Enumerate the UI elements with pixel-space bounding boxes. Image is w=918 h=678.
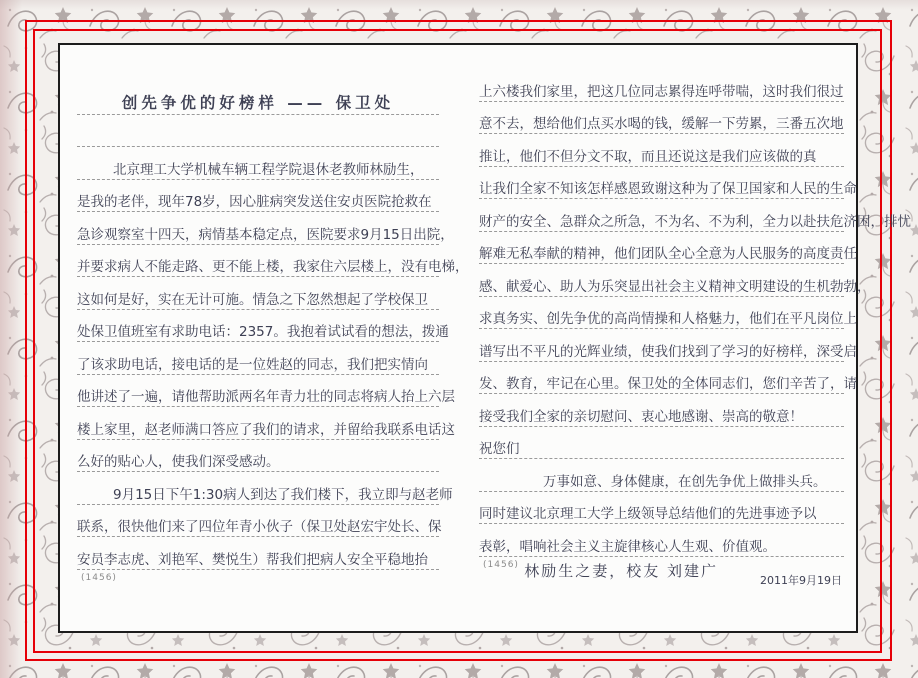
letter-line: 表彰，唱响社会主义主旋律核心人生观、价值观。 [479,524,844,557]
letter-line: 万事如意、身体健康，在创先争优上做排头兵。 [479,459,844,492]
letter-line: 北京理工大学机械车辆工程学院退休老教师林励生， [77,147,439,180]
letter-line: 了该求助电话，接电话的是一位姓赵的同志，我们把实情向 [77,342,439,375]
letter-line: 财产的安全、急群众之所急，不为名、不为利，全力以赴扶危济困，排忧 [479,199,844,232]
signature: 林励生之妻，校友 刘建广 [524,561,718,580]
letter-line: 并要求病人不能走路、更不能上楼，我家住六层楼上，没有电梯， [77,245,439,278]
letter-line: 他讲述了一遍，请他帮助派两名年青力壮的同志将病人抬上六层 [77,375,439,408]
letter-line: 么好的贴心人，使我们深受感动。 [77,440,439,473]
letter-line: 这如何是好，实在无计可施。情急之下忽然想起了学校保卫 [77,277,439,310]
letter-line: 意不去，想给他们点买水喝的钱，缓解一下劳累，三番五次地 [479,102,844,135]
letter-line: 急诊观察室十四天，病情基本稳定点，医院要求9月15日出院， [77,212,439,245]
letter-title: 创先争优的好榜样 —— 保卫处 [77,82,439,115]
letter-line: 求真务实、创先争优的高尚情操和人格魅力，他们在平凡岗位上 [479,297,844,330]
letter-line: 发、教育，牢记在心里。保卫处的全体同志们，您们辛苦了，请 [479,362,844,395]
letter-line: 同时建议北京理工大学上级领导总结他们的先进事迹予以 [479,492,844,525]
letter-line: 接受我们全家的亲切慰问、衷心地感谢、崇高的敬意！ [479,394,844,427]
letter-footer [479,559,844,587]
letter-line: 安员李志虎、刘艳军、樊悦生）帮我们把病人安全平稳地抬 [77,537,439,570]
letter-page-2 [479,69,911,587]
letter-line: 让我们全家不知该怎样感恩致谢这种为了保卫国家和人民的生命 [479,167,844,200]
letter-line: 推让，他们不但分文不取，而且还说这是我们应该做的真 [479,134,844,167]
ruled-line-blank [77,115,439,148]
signature-date: 2011年9月19日 [760,573,842,587]
letter-paper [58,43,911,633]
letter-line: 上六楼我们家里，把这几位同志累得连呼带喘，这时我们很过 [479,69,844,102]
letter-line: 联系，很快他们来了四位年青小伙子（保卫处赵宏宇处长、保 [77,505,439,538]
letter-line: 是我的老伴，现年78岁，因心脏病突发送住安贞医院抢救在 [77,180,439,213]
letter-line: 9月15日下午1:30病人到达了我们楼下，我立即与赵老师 [77,472,439,505]
letter-line: 处保卫值班室有求助电话：2357。我抱着试试看的想法，拨通 [77,310,439,343]
letter-line: 谱写出不平凡的光辉业绩，使我们找到了学习的好榜样，深受启 [479,329,844,362]
letter-line: 楼上家里，赵老师满口答应了我们的请求，并留给我联系电话这 [77,407,439,440]
letter-page-1 [77,82,469,583]
page-marker: (1456) [483,559,519,570]
letter-line: 解难无私奉献的精神，他们团队全心全意为人民服务的高度责任 [479,232,844,265]
page-marker: (1456) [81,572,117,583]
letter-line: 祝您们 [479,427,844,460]
letter-line: 感、献爱心、助人为乐突显出社会主义精神文明建设的生机勃勃， [479,264,844,297]
